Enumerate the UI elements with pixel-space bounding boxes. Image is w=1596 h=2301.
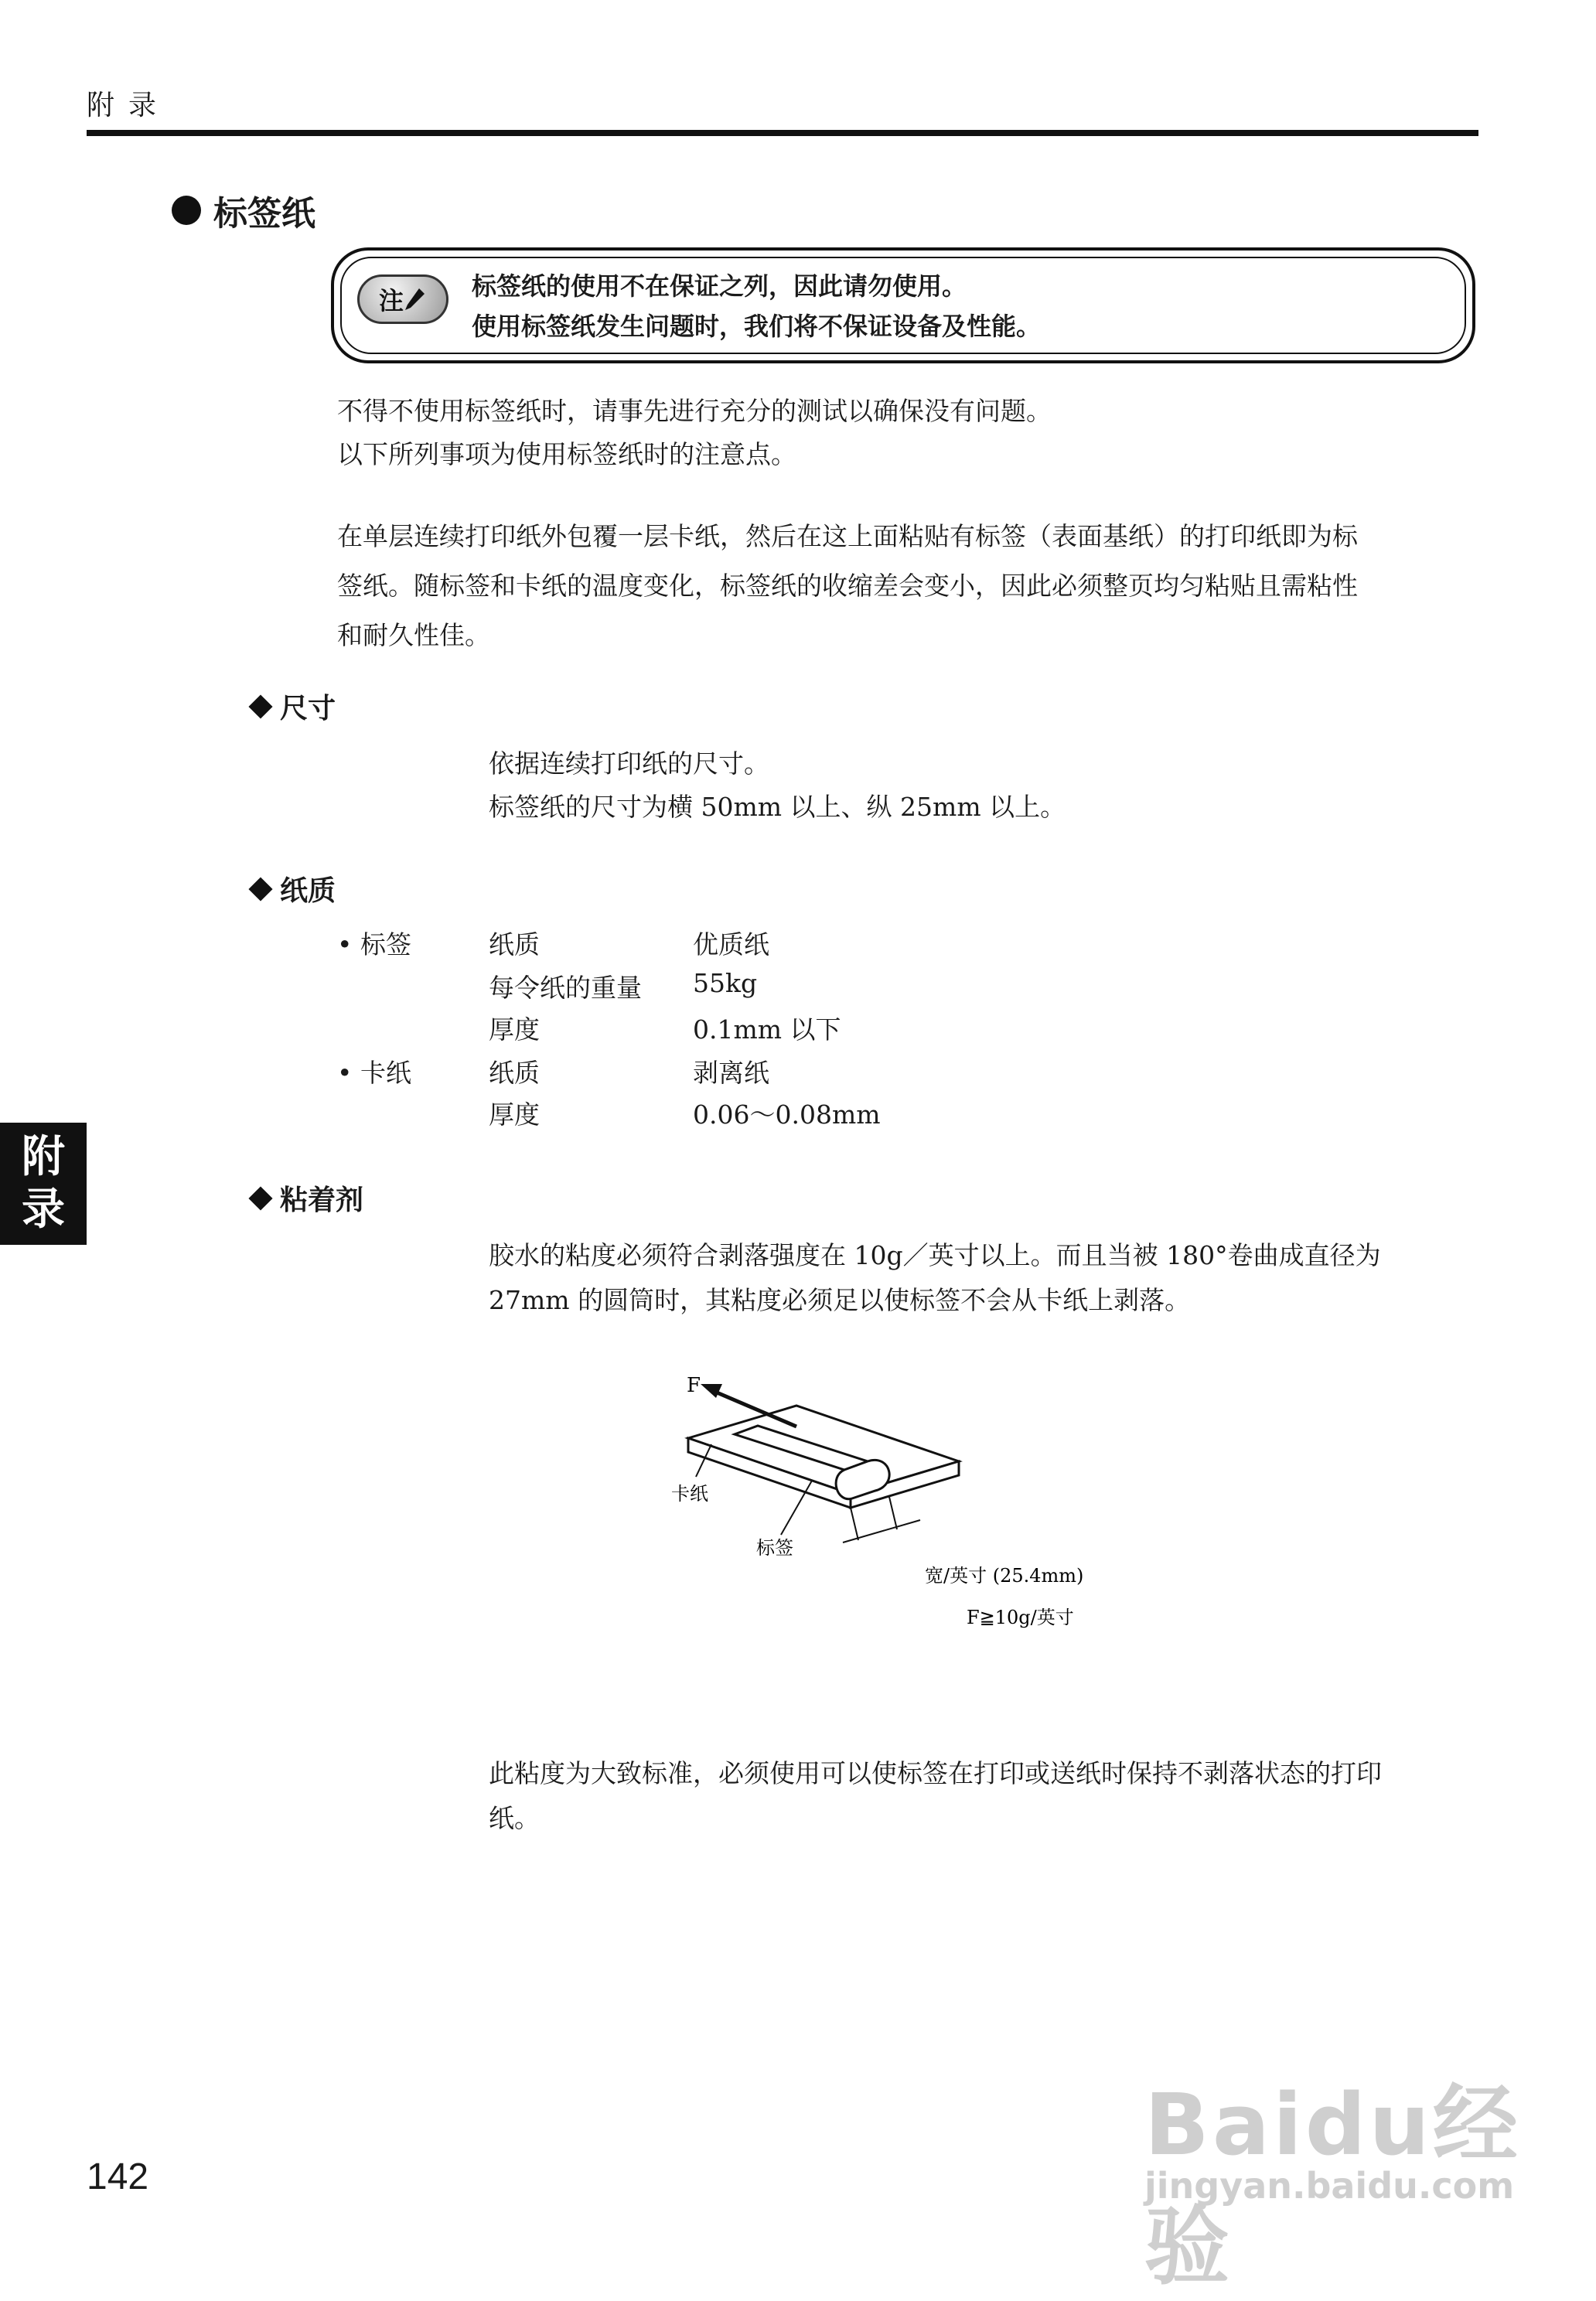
note-badge — [357, 274, 448, 324]
diamond-bullet-icon — [248, 1186, 272, 1210]
size-heading-text: 尺寸 — [280, 693, 336, 724]
bullet-circle-icon — [172, 196, 201, 225]
note-line-1: 标签纸的使用不在保证之列，因此请勿使用。 — [472, 271, 967, 301]
quality-row-2-item: 厚度 — [489, 1014, 540, 1045]
pencil-icon — [404, 286, 427, 312]
quality-row-0-group: • 标签 — [337, 929, 411, 960]
quality-row-0-item: 纸质 — [489, 929, 540, 960]
quality-row-4-value: 0.06～0.08mm — [693, 1099, 881, 1130]
quality-row-4-item: 厚度 — [489, 1099, 540, 1130]
quality-row-3-item: 纸质 — [489, 1058, 540, 1088]
width-ext-right — [889, 1497, 897, 1529]
intro-line-2: 以下所列事项为使用标签纸时的注意点。 — [337, 439, 796, 469]
adhesive-line-1: 胶水的粘度必须符合剥落强度在 10g／英寸以上。而且当被 180°卷曲成直径为 — [489, 1240, 1381, 1270]
quality-row-3-group: • 卡纸 — [337, 1058, 411, 1088]
closing-line-1: 此粘度为大致标准，必须使用可以使标签在打印或送纸时保持不剥落状态的打印 — [489, 1758, 1382, 1788]
section-title-text: 标签纸 — [213, 194, 315, 234]
size-line-1: 依据连续打印纸的尺寸。 — [489, 748, 769, 779]
size-line-2: 标签纸的尺寸为横 50mm 以上、纵 25mm 以上。 — [489, 792, 1066, 822]
width-ext-left — [851, 1508, 858, 1540]
header-rule — [87, 130, 1478, 136]
side-tab-line-2: 录 — [22, 1185, 65, 1235]
desc-line-1: 在单层连续打印纸外包覆一层卡纸，然后在这上面粘贴有标签（表面基纸）的打印纸即为标 — [337, 521, 1358, 551]
adhesive-heading-text: 粘着剂 — [280, 1185, 364, 1216]
desc-line-3: 和耐久性佳。 — [337, 620, 490, 650]
force-arrow-head — [701, 1384, 722, 1398]
size-heading — [252, 687, 336, 726]
peel-test-figure — [665, 1361, 1160, 1655]
section-title — [172, 186, 315, 235]
closing-line-2: 纸。 — [489, 1803, 540, 1833]
note-badge-label: 注 — [378, 286, 404, 315]
desc-line-2: 签纸。随标签和卡纸的温度变化，标签纸的收缩差会变小，因此必须整页均匀粘贴且需粘性 — [337, 571, 1358, 601]
condition-label: F≧10g/英寸 — [967, 1607, 1074, 1628]
quality-heading-text: 纸质 — [280, 875, 336, 907]
quality-row-2-value: 0.1mm 以下 — [693, 1014, 841, 1045]
diamond-bullet-icon — [248, 877, 272, 901]
quality-row-1-item: 每令纸的重量 — [489, 973, 642, 1003]
quality-row-1-value: 55kg — [693, 968, 758, 998]
width-label: 宽/英寸 (25.4mm) — [925, 1565, 1084, 1587]
force-label: F — [687, 1374, 701, 1397]
quality-heading — [252, 869, 336, 908]
running-header: 附录 — [87, 90, 171, 121]
appendix-side-tab — [0, 1123, 87, 1245]
watermark-main: Baidu经验 — [1144, 2075, 1521, 2296]
card-label: 卡纸 — [671, 1483, 708, 1505]
intro-line-1: 不得不使用标签纸时，请事先进行充分的测试以确保没有问题。 — [337, 396, 1052, 426]
label-label: 标签 — [756, 1537, 793, 1559]
watermark-sub: jingyan.baidu.com — [1144, 2165, 1515, 2207]
quality-row-0-value: 优质纸 — [693, 929, 769, 960]
adhesive-heading — [252, 1178, 363, 1218]
baidu-watermark — [1113, 2026, 1547, 2296]
note-line-2: 使用标签纸发生问题时，我们将不保证设备及性能。 — [472, 312, 1042, 341]
note-box — [331, 247, 1475, 363]
diamond-bullet-icon — [248, 694, 272, 718]
quality-row-3-value: 剥离纸 — [693, 1058, 769, 1088]
side-tab-line-1: 附 — [22, 1132, 65, 1182]
page-number: 142 — [87, 2156, 149, 2197]
adhesive-line-2: 27mm 的圆筒时，其粘度必须足以使标签不会从卡纸上剥落。 — [489, 1285, 1191, 1315]
